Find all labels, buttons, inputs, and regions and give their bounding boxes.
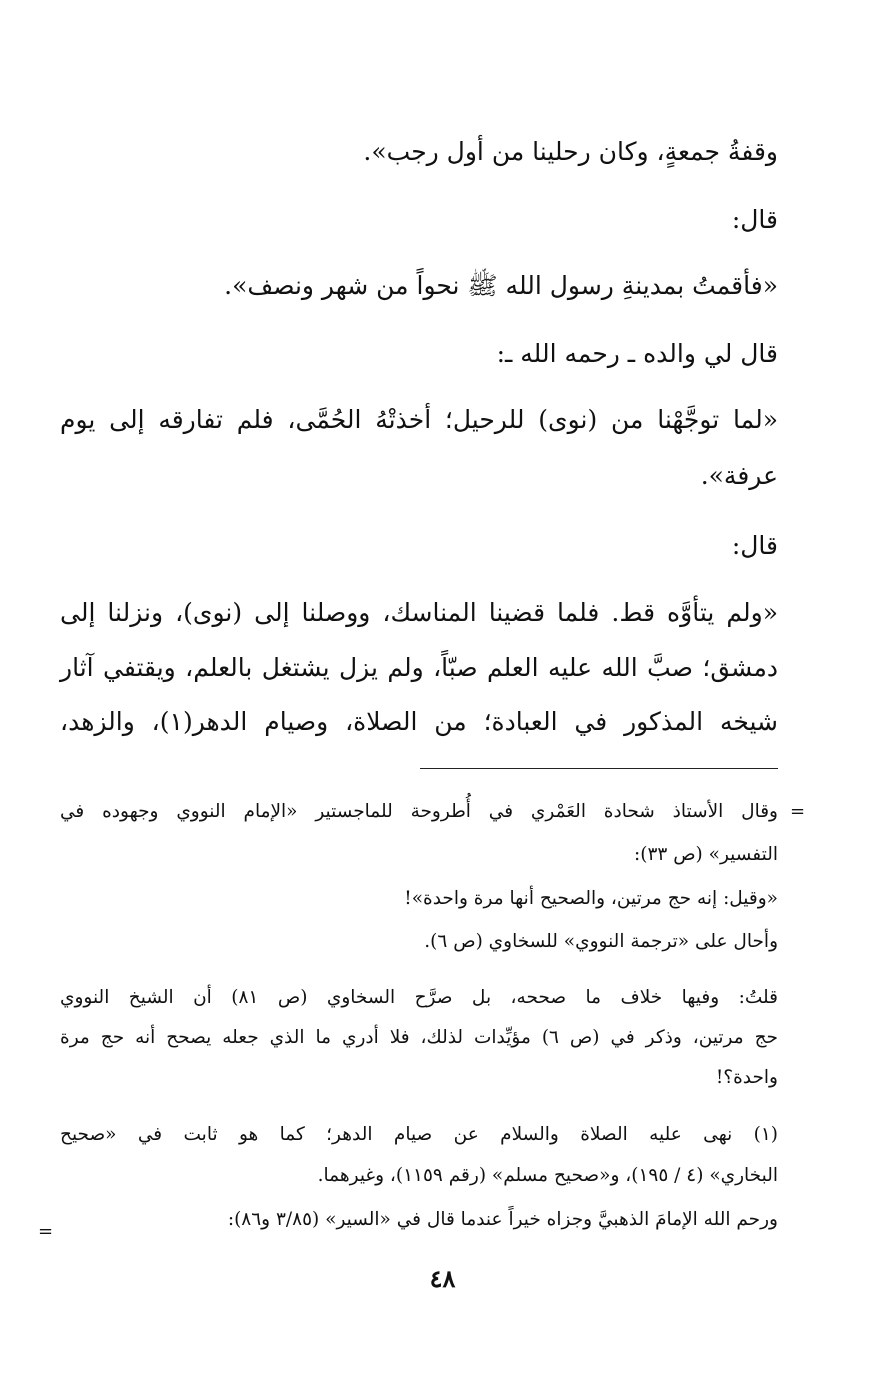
main-line-1: وقفةُ جمعةٍ، وكان رحلينا من أول رجب». — [363, 137, 778, 166]
main-line-2: قال: — [731, 205, 778, 234]
continuation-mark-bottom: = — [38, 1221, 54, 1242]
main-line-9: دمشق؛ صبَّ الله عليه العلم صبّاً، ولم يزل يشتغل بالعلم، ويقتفي آثار — [60, 653, 778, 682]
footnote-line-9: البخاري» (٤ / ١٩٥)، و«صحيح مسلم» (رقم ١١٥٩)، وغيرهما. — [317, 1165, 778, 1186]
footnote-line-1: وقال الأستاذ شحادة العَمْري في أُطروحة للماجستير «الإمام النووي وجهوده في — [60, 801, 778, 822]
footnote-line-10: ورحم الله الإمامَ الذهبيَّ وجزاه خيراً عندما قال في «السير» (٣/٨٥ و٨٦): — [227, 1209, 778, 1230]
main-line-3: «فأقمتُ بمدينةِ رسول الله ﷺ نحواً من شهر ونصف». — [224, 271, 778, 300]
main-line-5: «لما توجَّهْنا من (نوى) للرحيل؛ أخذتْهُ الحُمَّى، فلم تفارقه إلى يوم — [60, 405, 778, 434]
footnote-line-2: التفسير» (ص ٣٣): — [633, 844, 778, 865]
main-line-8: «ولم يتأوَّه قط. فلما قضينا المناسك، ووصلنا إلى (نوى)، ونزلنا إلى — [60, 598, 778, 627]
main-line-4: قال لي والده ـ رحمه الله ـ: — [496, 339, 778, 368]
footnote-separator — [420, 768, 778, 769]
footnote-line-4: وأحال على «ترجمة النووي» للسخاوي (ص ٦). — [424, 931, 778, 952]
main-line-6: عرفة». — [700, 461, 778, 490]
footnote-line-7: واحدة؟! — [715, 1067, 778, 1088]
footnote-line-5: قلتُ: وفيها خلاف ما صححه، بل صرَّح السخاوي (ص ٨١) أن الشيخ النووي — [60, 987, 778, 1008]
footnote-line-3: «وقيل: إنه حج مرتين، والصحيح أنها مرة واحدة»! — [404, 888, 778, 909]
footnote-line-6: حج مرتين، وذكر في (ص ٦) مؤيِّدات لذلك، فلا أدري ما الذي جعله يصحح أنه حج مرة — [60, 1027, 778, 1048]
page-number: ٤٨ — [429, 1264, 456, 1293]
footnote-line-8: (١) نهى عليه الصلاة والسلام عن صيام الدهر؛ كما هو ثابت في «صحيح — [60, 1124, 778, 1145]
main-line-7: قال: — [731, 531, 778, 560]
main-line-10: شيخه المذكور في العبادة؛ من الصلاة، وصيام الدهر(١)، والزهد، — [60, 707, 779, 736]
continuation-mark-top: = — [790, 801, 806, 822]
